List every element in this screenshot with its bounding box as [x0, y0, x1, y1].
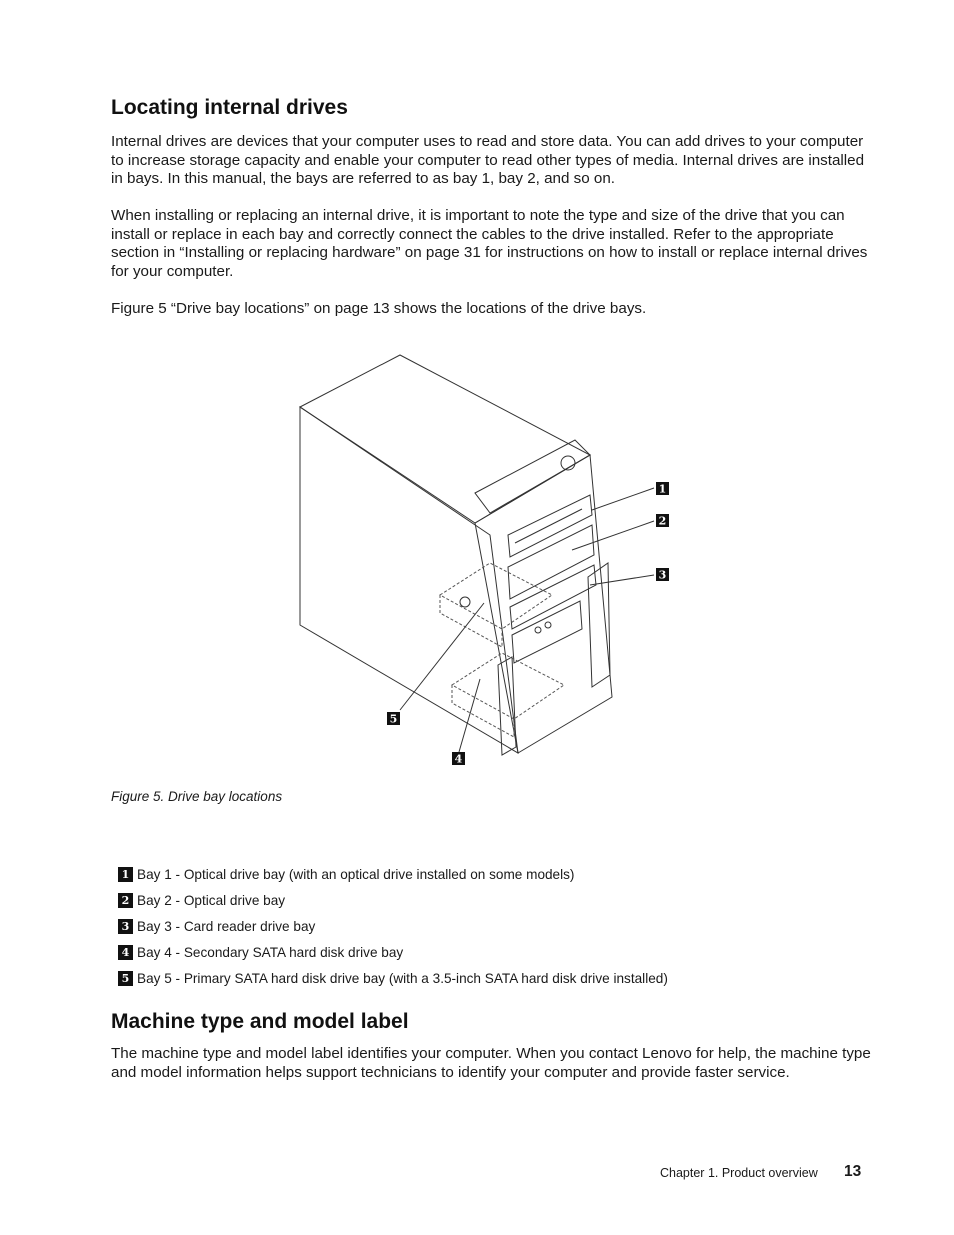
- legend-item: [118, 887, 668, 913]
- hdd-connector-icon: [460, 597, 470, 607]
- svg-text:3: 3: [658, 568, 667, 582]
- bay-legend: [118, 861, 668, 991]
- intro-paragraph: Internal drives are devices that your computer uses to read and store data. You can add drives to your computer to increase storage capacity and enable your computer to read other types of media. Internal drives are installed in bays. In this manual, the bays are referred to as bay 1, bay 2, and so on.: [111, 133, 865, 188]
- callout-line-3: [590, 575, 654, 585]
- drive-bay-figure: [290, 345, 690, 775]
- machine-type-paragraph: The machine type and model label identifies your computer. When you contact Lenovo for help, the machine type and model information helps support technicians to identify your computer and provide faster service.: [111, 1045, 871, 1081]
- bay-4-secondary-hdd-bay: [452, 653, 564, 719]
- callout-3: [656, 568, 669, 582]
- callout-line-2: [572, 521, 654, 550]
- svg-text:5: 5: [389, 712, 398, 726]
- control-panel: [475, 440, 590, 513]
- svg-text:2: 2: [658, 514, 667, 528]
- bay-3-card-reader-bay: [510, 565, 596, 629]
- legend-item: [118, 939, 668, 965]
- figure-reference-paragraph: Figure 5 “Drive bay locations” on page 13 shows the locations of the drive bays.: [111, 300, 647, 317]
- legend-item: [118, 965, 668, 991]
- legend-text: Bay 3 - Card reader drive bay: [137, 918, 316, 934]
- legend-item: [118, 861, 668, 887]
- page-number: 13: [844, 1163, 862, 1180]
- legend-number-badge: 4: [118, 945, 133, 960]
- callout-5: [387, 712, 400, 726]
- callout-line-4: [459, 679, 480, 752]
- callout-1: [656, 482, 669, 496]
- front-vent-upper: [588, 563, 610, 687]
- figure-caption: Figure 5. Drive bay locations: [111, 789, 283, 804]
- legend-number-badge: 3: [118, 919, 133, 934]
- svg-text:1: 1: [658, 482, 667, 496]
- callout-line-5: [400, 603, 484, 710]
- bay-5-primary-hdd-bay: [440, 563, 552, 629]
- case-top-face: [300, 355, 590, 523]
- legend-text: Bay 4 - Secondary SATA hard disk drive bay: [137, 944, 404, 960]
- case-front-bezel: [475, 455, 612, 753]
- legend-number-badge: 1: [118, 867, 133, 882]
- legend-text: Bay 5 - Primary SATA hard disk drive bay (with a 3.5-inch SATA hard disk drive installed): [137, 970, 668, 986]
- svg-text:4: 4: [454, 752, 463, 766]
- callout-4: [452, 752, 465, 766]
- legend-text: Bay 1 - Optical drive bay (with an optical drive installed on some models): [137, 866, 575, 882]
- section-heading-locating-drives: Locating internal drives: [111, 96, 348, 119]
- callout-line-1: [592, 488, 654, 510]
- front-vent-lower: [498, 657, 516, 755]
- legend-number-badge: 2: [118, 893, 133, 908]
- legend-number-badge: 5: [118, 971, 133, 986]
- footer-chapter-label: Chapter 1. Product overview: [660, 1166, 818, 1180]
- legend-item: [118, 913, 668, 939]
- section-heading-machine-type: Machine type and model label: [111, 1010, 409, 1033]
- callout-2: [656, 514, 669, 528]
- installation-paragraph: When installing or replacing an internal drive, it is important to note the type and size of the drive that you can install or replace in each bay and correctly connect the cables to the drive installed. Refer to the appropriate section in “Installing or replacing hardware” on page 31 for instructions on how to install or replace internal drives for your computer.: [111, 207, 868, 281]
- legend-text: Bay 2 - Optical drive bay: [137, 892, 286, 908]
